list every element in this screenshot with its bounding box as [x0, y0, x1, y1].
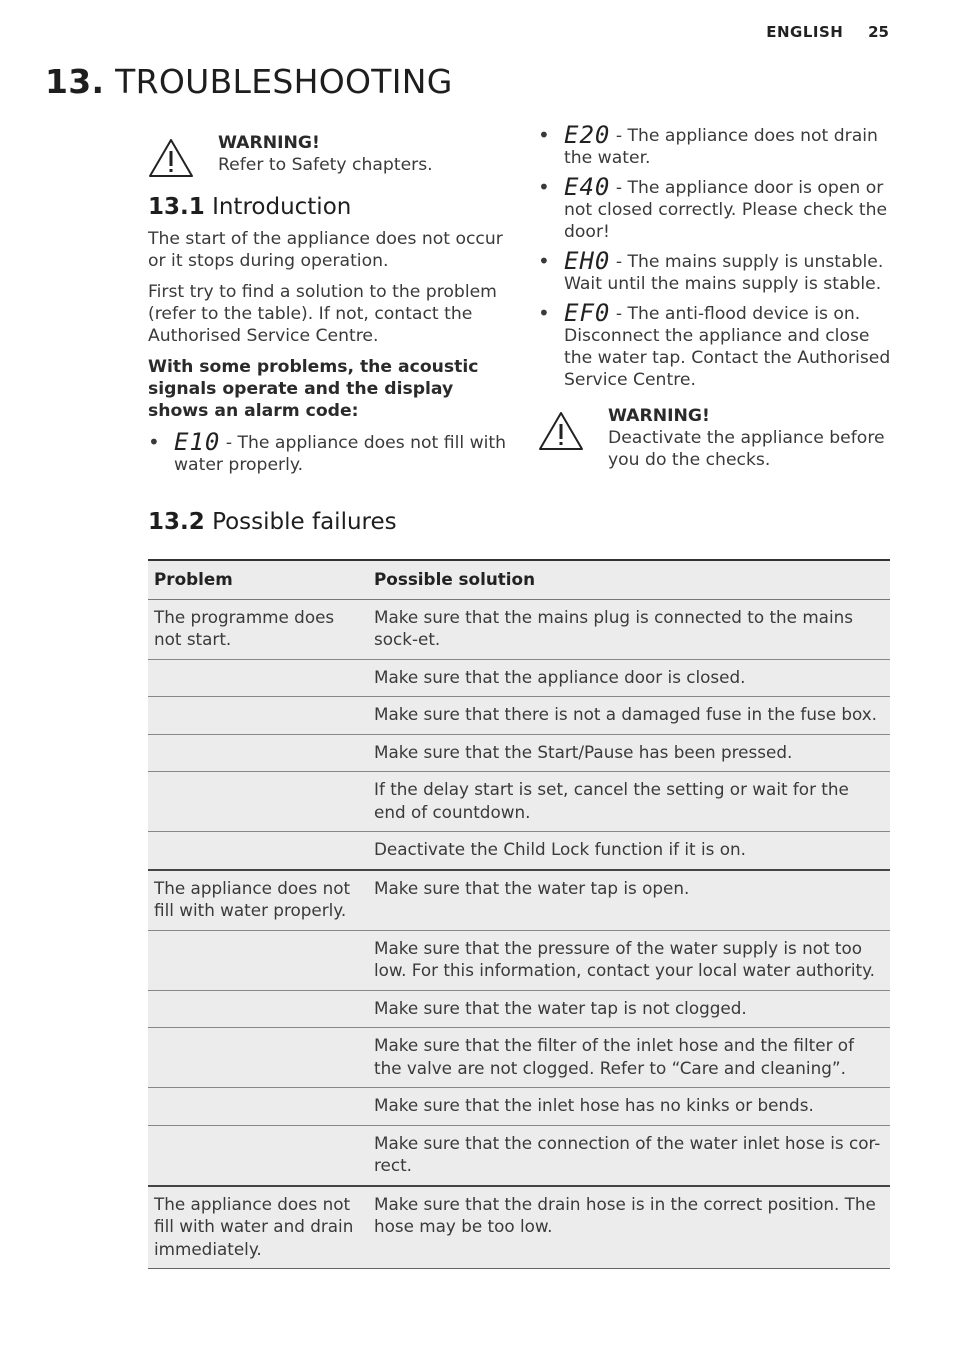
table-row [148, 659, 890, 697]
failures-heading-text: Possible failures [212, 509, 397, 535]
alarm-code: E40 [564, 173, 611, 201]
alarm-code-item [538, 173, 896, 243]
table-row [148, 734, 890, 772]
alarm-code-description: - The appliance does not fill with water properly. [174, 433, 507, 475]
solution-cell: Make sure that the water tap is not clogged. [368, 990, 890, 1028]
solution-cell: If the delay start is set, cancel the setting or wait for the end of countdown. [368, 772, 890, 832]
table-row [148, 1088, 890, 1126]
problem-cell [148, 930, 368, 990]
table-row [148, 772, 890, 832]
solution-cell: Make sure that the pressure of the water supply is not too low. For this information, contact your local water authority. [368, 930, 890, 990]
solution-cell: Make sure that the inlet hose has no kinks or bends. [368, 1088, 890, 1126]
table-row [148, 870, 890, 931]
page-title [45, 62, 453, 101]
chapter-title: TROUBLESHOOTING [115, 62, 453, 101]
problem-cell [148, 1088, 368, 1126]
solution-cell: Make sure that the appliance door is closed. [368, 659, 890, 697]
problem-cell: The appliance does not fill with water and drain immediately. [148, 1186, 368, 1269]
alarm-code: EF0 [564, 299, 611, 327]
warning-triangle-icon [538, 411, 584, 451]
table-row [148, 599, 890, 659]
problem-cell [148, 1125, 368, 1186]
left-column [148, 132, 508, 483]
alarm-code-list-right [538, 121, 896, 391]
failures-heading [148, 509, 397, 535]
alarm-code: E20 [564, 121, 611, 149]
alarm-code-description: - The mains supply is unstable. Wait until the mains supply is stable. [564, 252, 884, 294]
chapter-number: 13. [45, 62, 105, 101]
alarm-code-description: - The anti-flood device is on. Disconnect the appliance and close the water tap. Contact the Authorised Service Centre. [564, 304, 891, 390]
right-column [538, 121, 896, 489]
alarm-code-description: - The appliance does not drain the water. [564, 126, 878, 168]
alarm-code-item [538, 247, 896, 295]
column-header-solution: Possible solution [368, 560, 890, 599]
table-row [148, 990, 890, 1028]
solution-cell: Make sure that the water tap is open. [368, 870, 890, 931]
intro-paragraph-2: First try to find a solution to the problem (refer to the table). If not, contact the Authorised Service Centre. [148, 282, 497, 346]
warning-body: Deactivate the appliance before you do the checks. [608, 428, 885, 470]
alarm-code-item [148, 428, 508, 476]
table-row [148, 832, 890, 870]
problem-cell [148, 990, 368, 1028]
solution-cell: Make sure that the mains plug is connected to the mains sock-et. [368, 599, 890, 659]
table-header-row [148, 560, 890, 599]
intro-heading [148, 196, 508, 218]
solution-cell: Make sure that the filter of the inlet hose and the filter of the valve are not clogged. Refer to “Care and cleaning”. [368, 1028, 890, 1088]
alarm-code: E10 [174, 428, 221, 456]
warning-safety [148, 132, 508, 178]
problem-cell [148, 697, 368, 735]
intro-paragraph-3: With some problems, the acoustic signals operate and the display shows an alarm code: [148, 357, 479, 421]
problem-cell: The programme does not start. [148, 599, 368, 659]
table-body [148, 599, 890, 1269]
problem-cell: The appliance does not fill with water properly. [148, 870, 368, 931]
table-row [148, 930, 890, 990]
intro-paragraph-1: The start of the appliance does not occur or it stops during operation. [148, 229, 503, 271]
table-row [148, 1028, 890, 1088]
problem-cell [148, 734, 368, 772]
warning-text [608, 405, 896, 471]
solution-cell: Deactivate the Child Lock function if it is on. [368, 832, 890, 870]
alarm-code-item [538, 121, 896, 169]
table-row [148, 1186, 890, 1269]
page-header [766, 23, 889, 41]
intro-number: 13.1 [148, 194, 205, 220]
solution-cell: Make sure that the Start/Pause has been pressed. [368, 734, 890, 772]
problem-cell [148, 832, 368, 870]
solution-cell: Make sure that the drain hose is in the correct position. The hose may be too low. [368, 1186, 890, 1269]
table-row [148, 697, 890, 735]
alarm-code: EH0 [564, 247, 611, 275]
alarm-code-list-left [148, 428, 508, 476]
column-header-problem: Problem [148, 560, 368, 599]
alarm-code-item [538, 299, 896, 391]
problem-cell [148, 659, 368, 697]
warning-title: WARNING! [218, 133, 320, 153]
table-row [148, 1125, 890, 1186]
failures-number: 13.2 [148, 509, 205, 535]
warning-title: WARNING! [608, 406, 710, 426]
warning-body: Refer to Safety chapters. [218, 155, 433, 175]
language-label: ENGLISH [766, 23, 844, 41]
solution-cell: Make sure that there is not a damaged fuse in the fuse box. [368, 697, 890, 735]
alarm-code-description: - The appliance door is open or not closed correctly. Please check the door! [564, 178, 888, 242]
page-number: 25 [868, 23, 889, 41]
warning-text [218, 132, 433, 176]
failures-table [148, 559, 890, 1269]
warning-deactivate [538, 405, 896, 471]
warning-triangle-icon [148, 138, 194, 178]
solution-cell: Make sure that the connection of the water inlet hose is cor-rect. [368, 1125, 890, 1186]
problem-cell [148, 1028, 368, 1088]
problem-cell [148, 772, 368, 832]
intro-heading-text: Introduction [212, 194, 352, 220]
